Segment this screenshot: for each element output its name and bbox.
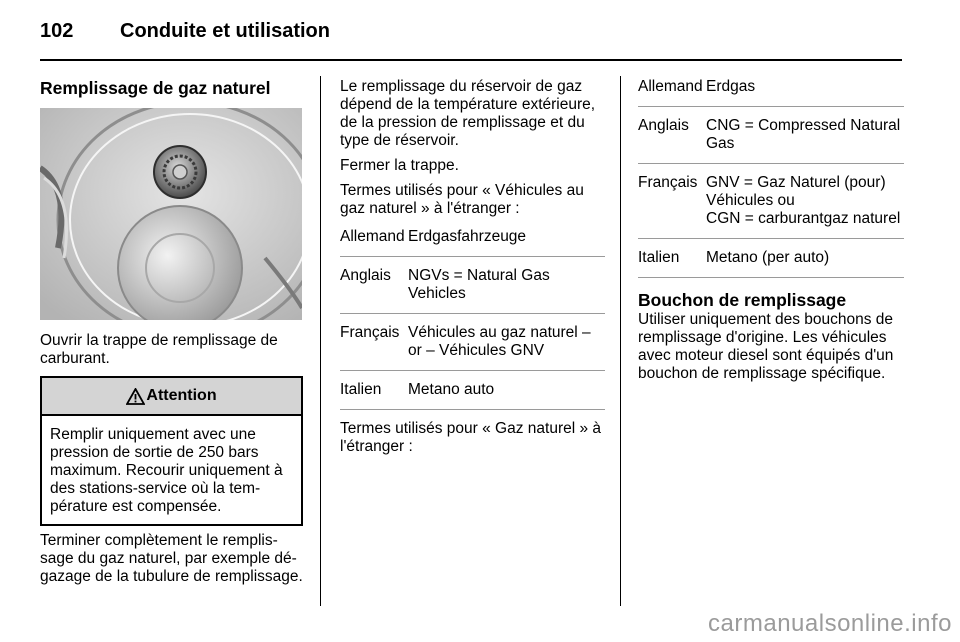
column-1	[40, 78, 304, 608]
table-row	[340, 257, 605, 314]
term-cell: NGVs = Natural Gas Vehicles	[408, 257, 605, 314]
table-row	[638, 239, 904, 278]
language-cell: Anglais	[340, 257, 408, 314]
finish-filling-text: Terminer complètement le remplissage du gaz naturel, par exemple dégazage de la tubulure de remplissage.	[40, 532, 303, 585]
terms-vehicles-table	[340, 228, 605, 410]
language-cell: Français	[340, 314, 408, 371]
table-row	[638, 107, 904, 164]
terms-vehicles-intro: Termes utilisés pour « Véhicules au gaz naturel » à l'étranger :	[340, 182, 584, 217]
section-title-natural-gas: Remplissage de gaz naturel	[40, 78, 271, 98]
table-row	[638, 164, 904, 239]
filler-cap-text: Utiliser uniquement des bouchons de remplissage d'origine. Les véhicules avec moteur diesel sont équipés d'un bouchon de remplissage spécifique.	[638, 311, 894, 382]
section-title-filler-cap: Bouchon de remplissage	[638, 290, 847, 310]
term-cell: Erdgas	[706, 78, 904, 107]
column-3	[638, 78, 904, 383]
term-cell: Erdgasfahrzeuge	[408, 228, 605, 257]
fuel-filler-illustration	[40, 108, 302, 320]
tank-filling-text: Le remplissage du réservoir de gaz dépend de la température extérieure, de la pression de remplissage et du type de réservoir.	[340, 78, 596, 149]
term-cell: GNV = Gaz Naturel (pour) Véhicules ou CGN = carburantgaz naturel	[706, 164, 904, 239]
attention-box	[40, 376, 303, 526]
attention-header	[42, 378, 301, 416]
language-cell: Italien	[340, 371, 408, 410]
term-cell: Metano (per auto)	[706, 239, 904, 278]
column-2	[340, 78, 605, 456]
language-cell: Italien	[638, 239, 706, 278]
page-number: 102	[40, 20, 74, 42]
open-flap-text: Ouvrir la trappe de remplissage de carburant.	[40, 332, 278, 367]
language-cell: Français	[638, 164, 706, 239]
table-row	[340, 228, 605, 257]
language-cell: Allemand	[340, 228, 408, 257]
terms-gas-table	[638, 78, 904, 278]
table-row	[638, 78, 904, 107]
table-row	[340, 314, 605, 371]
table-row	[340, 371, 605, 410]
terms-gas-intro: Termes utilisés pour « Gaz naturel » à l'étranger :	[340, 420, 602, 455]
column-divider-1	[320, 76, 321, 606]
term-cell: Véhicules au gaz naturel – or – Véhicules GNV	[408, 314, 605, 371]
fuel-filler-photo	[40, 108, 302, 320]
warning-icon	[126, 388, 145, 405]
close-flap-text: Fermer la trappe.	[340, 157, 459, 174]
term-cell: CNG = Compressed Natural Gas	[706, 107, 904, 164]
language-cell: Allemand	[638, 78, 706, 107]
column-divider-2	[620, 76, 621, 606]
watermark: carmanualsonline.info	[708, 610, 952, 637]
term-cell: Metano auto	[408, 371, 605, 410]
attention-title: Attention	[146, 387, 217, 404]
page-header	[40, 18, 902, 62]
header-rule	[40, 59, 902, 61]
attention-body: Remplir uniquement avec une pression de sortie de 250 bars maximum. Recourir uniquement à des stations-service où la température est compensée.	[50, 426, 283, 515]
language-cell: Anglais	[638, 107, 706, 164]
chapter-title: Conduite et utilisation	[120, 20, 330, 42]
